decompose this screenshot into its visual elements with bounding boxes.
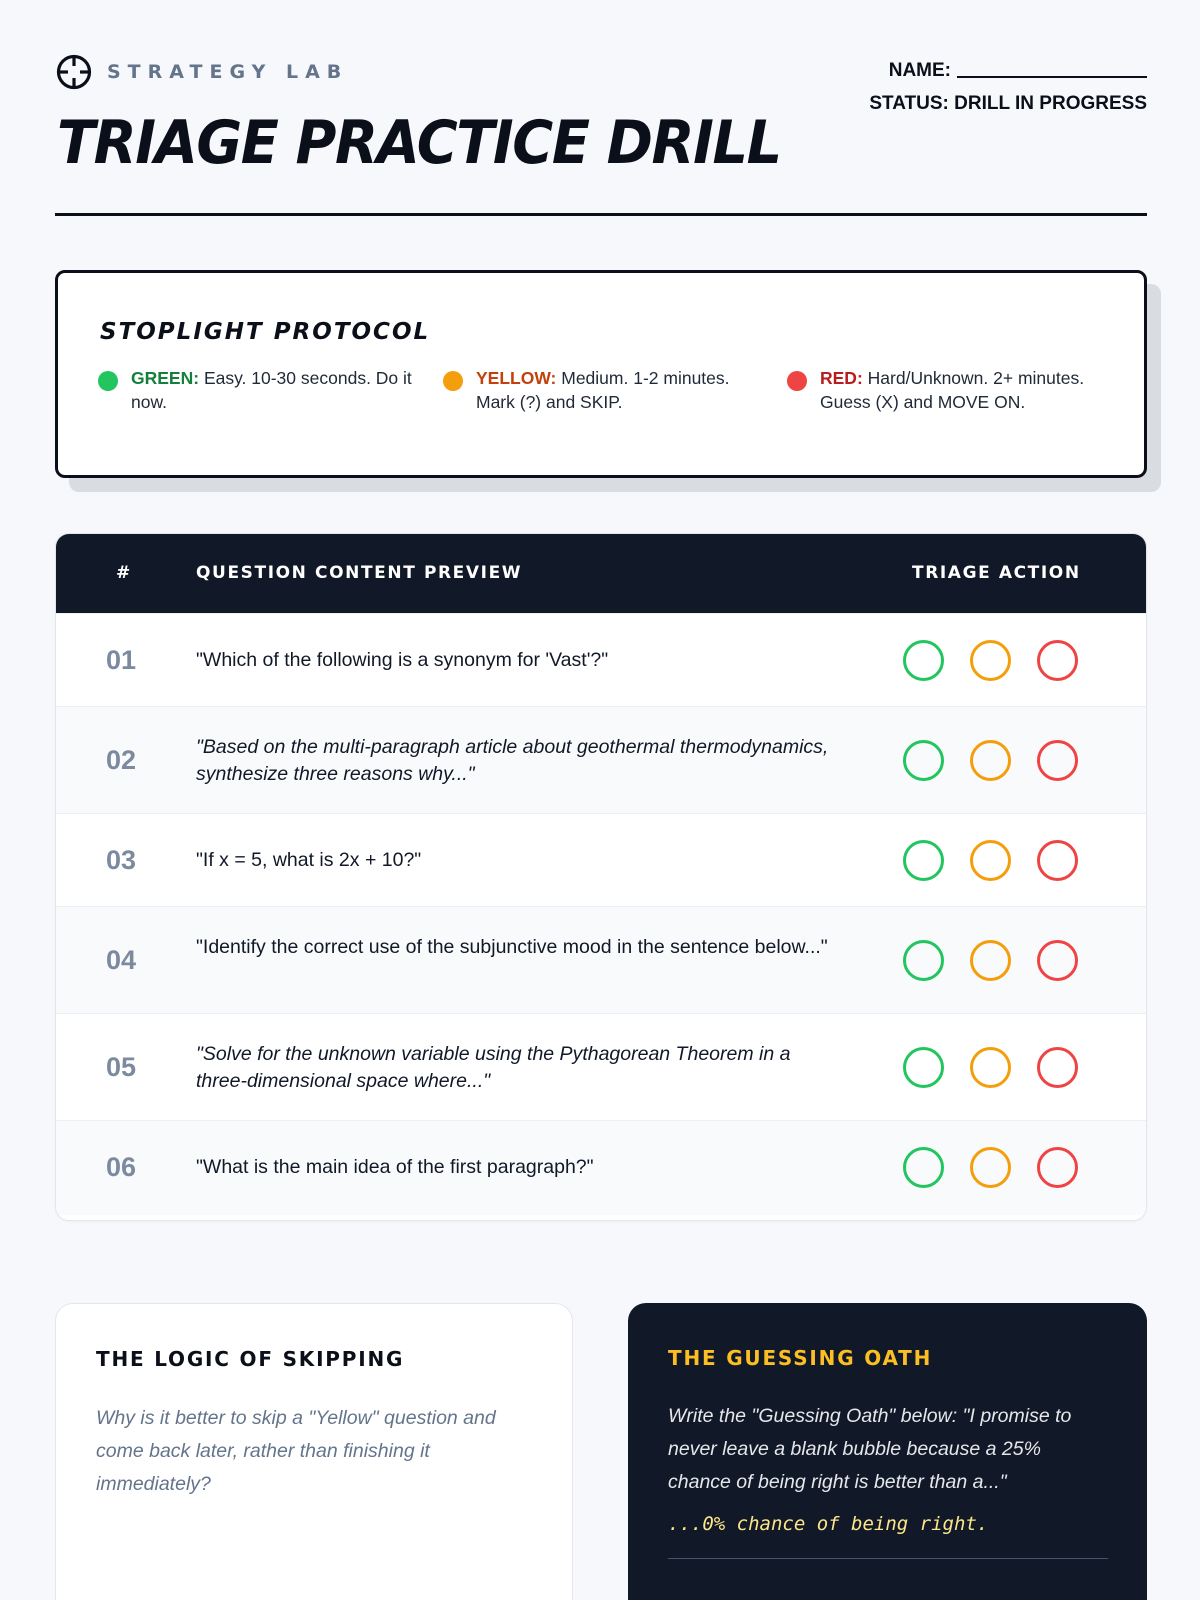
question-preview: "Which of the following is a synonym for 'Vast'?" — [196, 649, 609, 671]
red-label: RED: — [820, 368, 863, 388]
protocol-red — [787, 367, 1087, 414]
oath-title: THE GUESSING OATH — [668, 1346, 933, 1370]
green-circle[interactable] — [903, 940, 944, 981]
worksheet-page — [55, 0, 1147, 1600]
question-preview: "Identify the correct use of the subjunctive mood in the sentence below..." — [196, 936, 828, 958]
red-circle[interactable] — [1037, 840, 1078, 881]
green-circle[interactable] — [903, 640, 944, 681]
header-num: # — [116, 563, 132, 583]
green-label: GREEN: — [131, 368, 200, 388]
protocol-yellow — [443, 367, 763, 414]
question-number: 05 — [106, 1052, 137, 1082]
student-meta — [869, 54, 1147, 120]
question-preview: "What is the main idea of the first paragraph?" — [196, 1156, 594, 1178]
yellow-label: YELLOW: — [476, 368, 557, 388]
table-row — [56, 813, 1146, 906]
question-preview: "Based on the multi-paragraph article about geothermal thermodynamics, synthesize three reasons why..." — [196, 736, 829, 785]
red-circle[interactable] — [1037, 1147, 1078, 1188]
red-circle[interactable] — [1037, 1047, 1078, 1088]
protocol-green — [98, 367, 418, 414]
table-row — [56, 613, 1146, 706]
oath-prompt: Write the "Guessing Oath" below: "I promise to never leave a blank bubble because a 25% chance of being right is better than a..." — [668, 1405, 1072, 1493]
green-circle[interactable] — [903, 1047, 944, 1088]
yellow-text: Medium. 1-2 minutes. Mark (?) and SKIP. — [476, 368, 730, 412]
yellow-circle[interactable] — [970, 1147, 1011, 1188]
brand — [55, 53, 348, 91]
triage-table — [55, 533, 1147, 1221]
table-row — [56, 1013, 1146, 1120]
question-number: 02 — [106, 745, 137, 775]
header-question: QUESTION CONTENT PREVIEW — [196, 563, 523, 583]
yellow-circle[interactable] — [970, 1047, 1011, 1088]
header-divider — [55, 213, 1147, 216]
question-number: 04 — [106, 945, 137, 975]
table-header — [56, 534, 1146, 613]
green-dot-icon — [98, 371, 118, 391]
red-circle[interactable] — [1037, 940, 1078, 981]
yellow-circle[interactable] — [970, 640, 1011, 681]
table-row — [56, 706, 1146, 813]
header-action: TRIAGE ACTION — [912, 563, 1081, 583]
brand-name: STRATEGY LAB — [107, 61, 349, 83]
red-circle[interactable] — [1037, 740, 1078, 781]
logic-title: THE LOGIC OF SKIPPING — [96, 1347, 405, 1371]
page-title: TRIAGE PRACTICE DRILL — [57, 108, 781, 178]
yellow-dot-icon — [443, 371, 463, 391]
question-number: 06 — [106, 1152, 137, 1182]
table-row — [56, 906, 1146, 1013]
oath-write-line[interactable] — [668, 1558, 1108, 1559]
name-field[interactable] — [957, 58, 1147, 78]
triage-options — [903, 1047, 1078, 1088]
green-circle[interactable] — [903, 1147, 944, 1188]
oath-answer: ...0% chance of being right. — [668, 1513, 989, 1535]
question-preview: "If x = 5, what is 2x + 10?" — [196, 849, 422, 871]
triage-options — [903, 1147, 1078, 1188]
name-label: NAME: — [888, 60, 951, 81]
logic-of-skipping-card — [55, 1303, 573, 1600]
protocol-title: STOPLIGHT PROTOCOL — [100, 319, 431, 345]
stoplight-protocol-card — [55, 270, 1147, 478]
green-text: Easy. 10-30 seconds. Do it now. — [131, 368, 412, 412]
guessing-oath-card — [628, 1303, 1147, 1600]
green-circle[interactable] — [903, 740, 944, 781]
question-number: 03 — [106, 845, 137, 875]
triage-options — [903, 640, 1078, 681]
red-dot-icon — [787, 371, 807, 391]
crosshair-icon — [55, 53, 93, 91]
question-number: 01 — [106, 645, 137, 675]
question-preview: "Solve for the unknown variable using the Pythagorean Theorem in a three-dimensional space where..." — [196, 1043, 791, 1092]
yellow-circle[interactable] — [970, 740, 1011, 781]
yellow-circle[interactable] — [970, 940, 1011, 981]
green-circle[interactable] — [903, 840, 944, 881]
status-text: STATUS: DRILL IN PROGRESS — [869, 93, 1147, 114]
red-text: Hard/Unknown. 2+ minutes. Guess (X) and MOVE ON. — [820, 368, 1085, 412]
table-row — [56, 1120, 1146, 1215]
triage-options — [903, 840, 1078, 881]
yellow-circle[interactable] — [970, 840, 1011, 881]
triage-options — [903, 740, 1078, 781]
logic-prompt: Why is it better to skip a "Yellow" question and come back later, rather than finishing it immediately? — [96, 1407, 496, 1495]
red-circle[interactable] — [1037, 640, 1078, 681]
triage-options — [903, 940, 1078, 981]
